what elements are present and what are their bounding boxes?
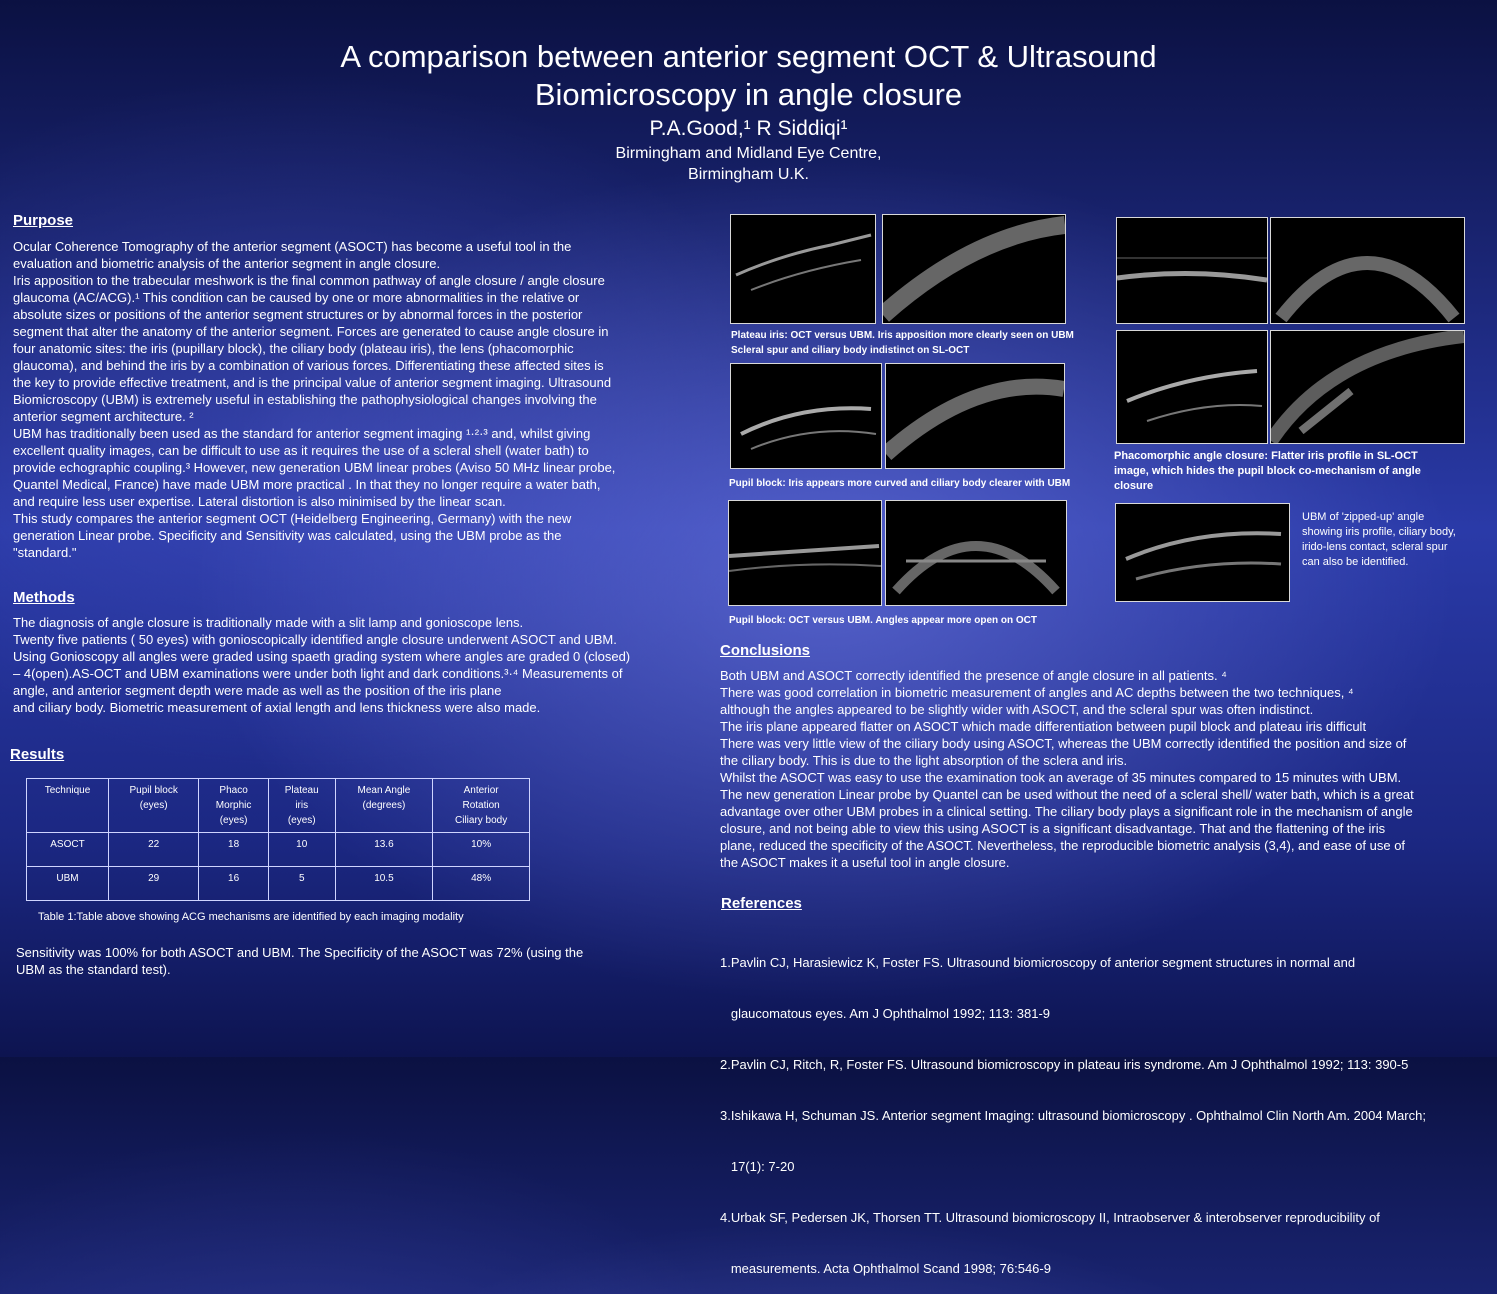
purpose-heading: Purpose bbox=[13, 212, 74, 229]
header-cell: Phaco Morphic (eyes) bbox=[199, 779, 268, 833]
text-line: and require less user expertise. Lateral distortion is also minimised by the linear scan. bbox=[13, 494, 506, 509]
header-cell: Technique bbox=[27, 779, 109, 833]
table-cell: 10 bbox=[268, 833, 335, 867]
oct-plateau-image bbox=[882, 214, 1066, 324]
pupil-block-caption-2: Pupil block: OCT versus UBM. Angles appear more open on OCT bbox=[729, 615, 1038, 626]
table-cell: 5 bbox=[268, 867, 335, 901]
table-row bbox=[27, 833, 530, 867]
table-row bbox=[27, 867, 530, 901]
reference-line: measurements. Acta Ophthalmol Scand 1998; 76:546-9 bbox=[720, 1261, 1051, 1276]
text-line: although the angles appeared to be slightly wider with ASOCT, and the scleral spur was often indistinct. bbox=[720, 702, 1314, 717]
header-cell: Anterior Rotation Ciliary body bbox=[433, 779, 530, 833]
oct-pupil-block-image bbox=[885, 363, 1065, 469]
text-line: glaucoma), and behind the iris by a combination of various forces. Differentiating these affected sites is bbox=[13, 358, 604, 373]
references-heading: References bbox=[721, 895, 802, 912]
title-line-2: Biomicroscopy in angle closure bbox=[534, 77, 963, 112]
header-cell: Mean Angle (degrees) bbox=[335, 779, 433, 833]
table-caption: Table 1:Table above showing ACG mechanisms are identified by each imaging modality bbox=[38, 911, 464, 923]
text-line: segment that alter the anatomy of the anterior segment. Forces are generated to cause angle closure in bbox=[13, 324, 609, 339]
text-line: "standard." bbox=[13, 545, 77, 560]
header-cell: Plateau iris (eyes) bbox=[268, 779, 335, 833]
table-cell: 18 bbox=[199, 833, 268, 867]
text-line: UBM has traditionally been used as the standard for anterior segment imaging ¹·²·³ and, whilst giving bbox=[13, 426, 591, 441]
zipped-angle-caption: UBM of 'zipped-up' angle showing iris profile, ciliary body, irido-lens contact, scleral spur can also be identified. bbox=[1302, 511, 1456, 568]
text-line: evaluation and biometric analysis of the anterior segment in angle closure. bbox=[13, 256, 441, 271]
text-line: advantage over other UBM probes in a clinical setting. The ciliary body plays a significant role in the mechanism of angle bbox=[720, 804, 1413, 819]
results-heading: Results bbox=[10, 746, 65, 763]
reference-line: 17(1): 7-20 bbox=[720, 1159, 795, 1174]
text-line: plane, reduced the specificity of the ASOCT. Nevertheless, the reproducible biometric analysis (3,4), and ease of use of bbox=[720, 838, 1406, 853]
affiliation-line-1: Birmingham and Midland Eye Centre, bbox=[615, 145, 882, 162]
ubm-phacomorphic-image bbox=[1116, 217, 1268, 324]
ubm-zipped-angle-image bbox=[1115, 503, 1290, 602]
plateau-caption-1: Plateau iris: OCT versus UBM. Iris apposition more clearly seen on UBM bbox=[731, 330, 1074, 341]
table-cell: 10% bbox=[433, 833, 530, 867]
text-line: The diagnosis of angle closure is traditionally made with a slit lamp and gonioscope lens. bbox=[13, 615, 524, 630]
sensitivity-text bbox=[16, 944, 696, 978]
text-line: absolute sizes or positions of the anterior segment structures or by abnormal forces in the posterior bbox=[13, 307, 583, 322]
phacomorphic-caption: Phacomorphic angle closure: Flatter iris profile in SL-OCT image, which hides the pupil block co-mechanism of angle closure bbox=[1114, 450, 1421, 492]
text-line: and ciliary body. Biometric measurement of axial length and lens thickness were also made. bbox=[13, 700, 541, 715]
reference-line: 4.Urbak SF, Pedersen JK, Thorsen TT. Ultrasound biomicroscopy II, Intraobserver & interobserver reproducibility of bbox=[720, 1210, 1380, 1225]
text-line: The iris plane appeared flatter on ASOCT which made differentiation between pupil block and plateau iris difficult bbox=[720, 719, 1367, 734]
text-line: four anatomic sites: the iris (pupillary block), the ciliary body (plateau iris), the lens (phacomorphic bbox=[13, 341, 574, 356]
table-cell: 29 bbox=[109, 867, 199, 901]
methods-text bbox=[13, 614, 703, 716]
ubm-pupil-block-image bbox=[730, 363, 882, 469]
text-line: There was good correlation in biometric measurement of angles and AC depths between the two techniques, ⁴ bbox=[720, 685, 1354, 700]
text-line: Quantel Medical, France) have made UBM more practical . In that they no longer require a water bath, bbox=[13, 477, 601, 492]
text-line: provide echographic coupling.³ However, new generation UBM linear probes (Aviso 50 MHz linear probe, bbox=[13, 460, 616, 475]
reference-line: 3.Ishikawa H, Schuman JS. Anterior segment Imaging: ultrasound biomicroscopy . Ophthalmol Clin North Am. 2004 March; bbox=[720, 1108, 1426, 1123]
text-line: angle, and anterior segment depth were made as well as the position of the iris plane bbox=[13, 683, 502, 698]
text-line: closure, and not being able to view this using ASOCT is a significant disadvantage. That and the flattening of the iris bbox=[720, 821, 1386, 836]
text-line: Both UBM and ASOCT correctly identified the presence of angle closure in all patients. ⁴ bbox=[720, 668, 1227, 683]
oct-pupil-block-image-2 bbox=[885, 500, 1067, 606]
poster-title bbox=[0, 38, 1497, 114]
table-cell: UBM bbox=[27, 867, 109, 901]
purpose-text bbox=[13, 238, 703, 561]
plateau-caption-2: Scleral spur and ciliary body indistinct on SL-OCT bbox=[731, 345, 970, 356]
text-line: Whilst the ASOCT was easy to use the examination took an average of 35 minutes compared to 15 minutes with UBM. bbox=[720, 770, 1402, 785]
header-cell: Pupil block (eyes) bbox=[109, 779, 199, 833]
reference-line: 2.Pavlin CJ, Ritch, R, Foster FS. Ultrasound biomicroscopy in plateau iris syndrome. Am J Ophthalmol 1992; 113: 390-5 bbox=[720, 1057, 1409, 1072]
title-line-1: A comparison between anterior segment OCT & Ultrasound bbox=[340, 39, 1157, 74]
table-cell: 48% bbox=[433, 867, 530, 901]
conclusions-text bbox=[720, 667, 1490, 871]
table-cell: 22 bbox=[109, 833, 199, 867]
text-line: the ciliary body. This is due to the light absorption of the sclera and iris. bbox=[720, 753, 1128, 768]
ubm-phacomorphic-image-2 bbox=[1116, 330, 1268, 444]
table-cell: 13.6 bbox=[335, 833, 433, 867]
ubm-pupil-block-image-2 bbox=[728, 500, 882, 606]
text-line: anterior segment architecture. ² bbox=[13, 409, 194, 424]
table-header-row bbox=[27, 779, 530, 833]
authors: P.A.Good,¹ R Siddiqi¹ bbox=[649, 117, 848, 140]
text-line: excellent quality images, can be difficult to use as it requires the use of a scleral shell (water bath) to bbox=[13, 443, 589, 458]
text-line: Ocular Coherence Tomography of the anterior segment (ASOCT) has become a useful tool in the bbox=[13, 239, 572, 254]
oct-phacomorphic-image bbox=[1270, 217, 1465, 324]
table-cell: 10.5 bbox=[335, 867, 433, 901]
reference-line: 1.Pavlin CJ, Harasiewicz K, Foster FS. Ultrasound biomicroscopy of anterior segment structures in normal and bbox=[720, 955, 1356, 970]
text-line: There was very little view of the ciliary body using ASOCT, whereas the UBM correctly identified the position and size of bbox=[720, 736, 1407, 751]
references-list bbox=[720, 920, 1492, 1294]
text-line: Using Gonioscopy all angles were graded using spaeth grading system where angles are graded 0 (closed) bbox=[13, 649, 631, 664]
text-line: Sensitivity was 100% for both ASOCT and UBM. The Specificity of the ASOCT was 72% (using the bbox=[16, 945, 584, 960]
text-line: the ASOCT makes it a useful tool in angle closure. bbox=[720, 855, 1010, 870]
reference-line: glaucomatous eyes. Am J Ophthalmol 1992; 113: 381-9 bbox=[720, 1006, 1051, 1021]
text-line: glaucoma (AC/ACG).¹ This condition can be caused by one or more abnormalities in the relative or bbox=[13, 290, 580, 305]
methods-heading: Methods bbox=[13, 589, 75, 606]
ubm-plateau-image bbox=[730, 214, 876, 324]
text-line: Iris apposition to the trabecular meshwork is the final common pathway of angle closure / angle closure bbox=[13, 273, 605, 288]
pupil-block-caption-1: Pupil block: Iris appears more curved and ciliary body clearer with UBM bbox=[729, 478, 1071, 489]
text-line: The new generation Linear probe by Quantel can be used without the need of a scleral shell/ water bath, which is a great bbox=[720, 787, 1414, 802]
oct-phacomorphic-image-2 bbox=[1270, 330, 1465, 444]
results-table bbox=[26, 778, 530, 901]
text-line: This study compares the anterior segment OCT (Heidelberg Engineering, Germany) with the new bbox=[13, 511, 572, 526]
affiliation-line-2: Birmingham U.K. bbox=[688, 166, 809, 183]
conclusions-heading: Conclusions bbox=[720, 642, 811, 659]
text-line: UBM as the standard test). bbox=[16, 962, 171, 977]
table-cell: ASOCT bbox=[27, 833, 109, 867]
table-cell: 16 bbox=[199, 867, 268, 901]
text-line: – 4(open).AS-OCT and UBM examinations were under both light and dark conditions.³·⁴ Measurements of bbox=[13, 666, 623, 681]
text-line: Biomicroscopy (UBM) is extremely useful in establishing the pathophysiological changes involving the bbox=[13, 392, 597, 407]
text-line: the key to provide effective treatment, and is the principal value of anterior segment imaging. Ultrasound bbox=[13, 375, 612, 390]
text-line: generation Linear probe. Specificity and Sensitivity was calculated, using the UBM probe as the bbox=[13, 528, 562, 543]
text-line: Twenty five patients ( 50 eyes) with gonioscopically identified angle closure underwent ASOCT and UBM. bbox=[13, 632, 617, 647]
